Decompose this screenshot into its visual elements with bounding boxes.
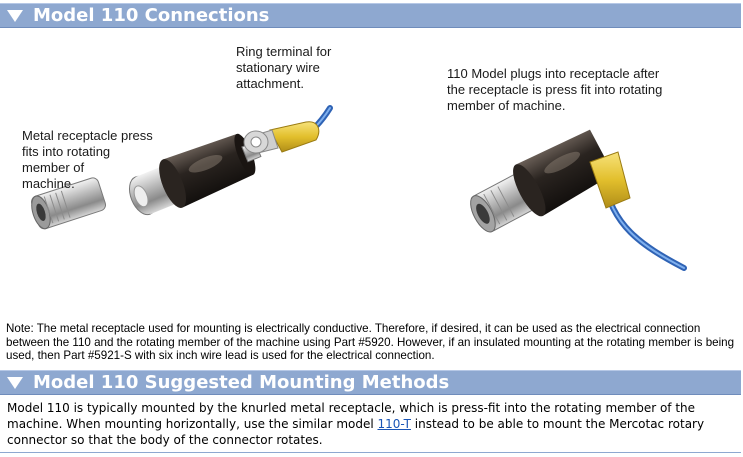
- callout-receptacle: [22, 128, 153, 192]
- callout-line: member of: [22, 160, 85, 175]
- callout-line: attachment.: [236, 76, 304, 91]
- section-title: Model 110 Suggested Mounting Methods: [33, 372, 450, 393]
- callout-line: Ring terminal for: [236, 44, 332, 59]
- callout-plugs-into: [447, 66, 662, 114]
- callout-ring-terminal: [236, 44, 331, 92]
- mounting-text-after: instead to be able to mount the Mercotac rotary connector so that the body of the connector rotates.: [7, 417, 705, 447]
- collapse-triangle-icon[interactable]: [7, 377, 23, 389]
- ring-terminal: [244, 108, 330, 154]
- callout-line: stationary wire: [236, 60, 320, 75]
- collapse-triangle-icon[interactable]: [7, 10, 23, 22]
- divider: [0, 452, 741, 453]
- callout-line: Metal receptacle press: [22, 128, 153, 143]
- mounting-text-before: Model 110 is typically mounted by the knurled metal receptacle, which is press-fit into the rotating member of the machine. When mounting horizontally, use the similar model: [7, 401, 696, 431]
- callout-line: member of machine.: [447, 98, 566, 113]
- mounting-description: [7, 400, 739, 448]
- model-110-t-link[interactable]: 110-T: [377, 417, 411, 431]
- callout-line: the receptacle is press fit into rotating: [447, 82, 663, 97]
- callout-line: machine.: [22, 176, 75, 191]
- electrical-note: Note: The metal receptacle used for mounting is electrically conductive. Therefore, if desired, it can be used as the electrical connection between the 110 and the rotating member of the machine using Part #5920. However, if an insulated mounting at the rotating member is being used, then Part #5921-S with six inch wire lead is used for the electrical connection.: [6, 322, 735, 362]
- section-title: Model 110 Connections: [33, 5, 270, 26]
- callout-line: 110 Model plugs into receptacle after: [447, 66, 660, 81]
- callout-line: fits into rotating: [22, 144, 111, 159]
- section-header-connections[interactable]: [0, 3, 741, 28]
- assembled-connector: [462, 126, 684, 268]
- section-header-mounting[interactable]: [0, 370, 741, 395]
